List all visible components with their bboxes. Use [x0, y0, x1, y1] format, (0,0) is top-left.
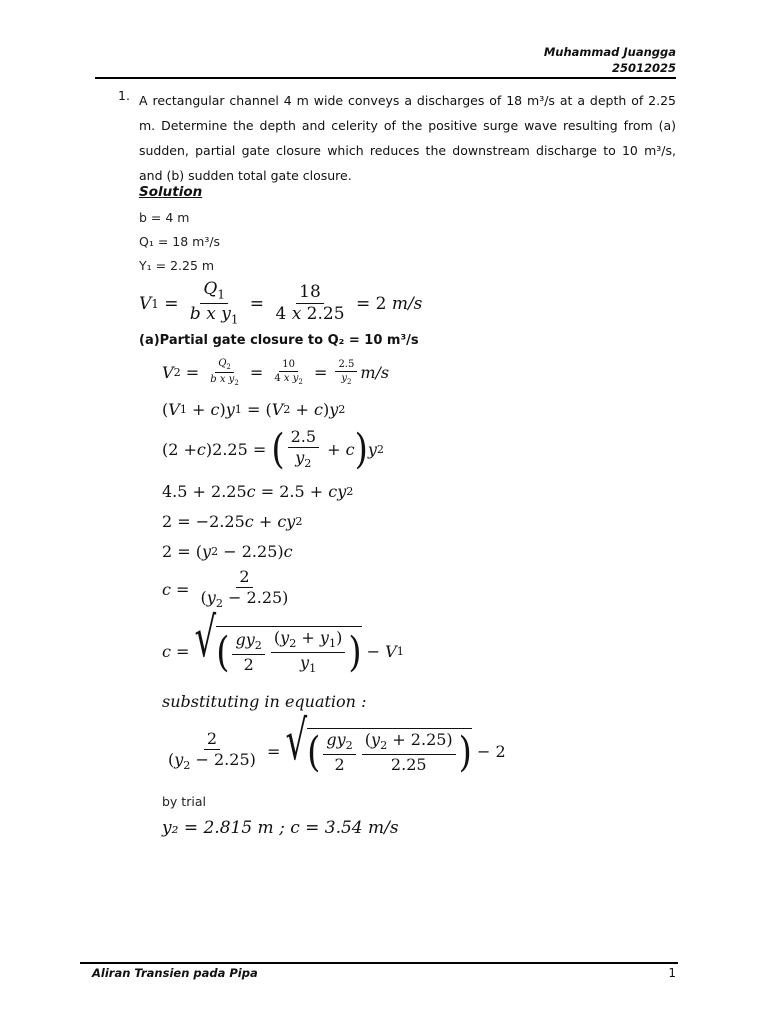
equation-v2: V 2 = $\frac{Q_2}{b x y_2}$ = $\frac{10}{4 x y_2}$ = $\frac{2.5}{y_2}$ m/s [162, 358, 390, 388]
part-a-heading: (a)Partial gate closure to Q₂ = 10 m³/s [139, 333, 419, 348]
equation-rearrange: 2 = −2.25 c + cy 2 [162, 512, 303, 531]
page-header [544, 44, 676, 76]
footer-rule [80, 962, 678, 964]
equation-expand: 4.5 + 2.25 c = 2.5 + cy 2 [162, 482, 354, 501]
equation-substituted: (2 + c )2.25 = ( $\frac{2.5}{y_2}$ + c ) y 2 [162, 425, 385, 474]
header-rule [95, 77, 676, 79]
footer-course: Aliran Transien pada Pipa [92, 966, 258, 980]
equation-c: c = $\frac{2}{(y_2 - 2.25)}$ [162, 567, 289, 611]
page-number: 1 [668, 966, 676, 980]
equation-v1: V 1 = $\frac{Q_1}{b x y_1}$ = $\frac{18}{4 x 2.25}$ = 2 m/s [139, 279, 423, 327]
equation-factor: 2 = ( y 2 − 2.25) c [162, 542, 293, 561]
given-width: b = 4 m [139, 210, 190, 225]
substituting-text: substituting in equation : [162, 692, 367, 711]
given-depth: Y₁ = 2.25 m [139, 258, 215, 273]
author-name: Muhammad Juangga [543, 45, 676, 59]
given-discharge: Q₁ = 18 m³/s [139, 234, 221, 249]
problem-number: 1. [118, 88, 130, 103]
result: y₂ = 2.815 m ; c = 3.54 m/s [162, 818, 399, 838]
by-trial-label: by trial [162, 794, 206, 809]
problem-statement: A rectangular channel 4 m wide conveys a discharges of 18 m³/s at a depth of 2.25 m. Determine the depth and celerity of the positive surge wave resulting from (a) sudden, partial gate closure which reduces the downstream discharge to 10 m³/s, and (b) sudden total gate closure. [139, 93, 676, 183]
student-id: 25012025 [611, 61, 676, 75]
solution-title: Solution [139, 184, 203, 200]
equation-celerity: c = √ ( $\frac{gy_2}{2}$ $\frac{(y_2 + y_1)}{y_1}$ ) − V 1 [162, 606, 404, 677]
equation-trial: $\frac{2}{(y_2 - 2.25)}$ = √ ( $\frac{gy_2}{2}$ $\frac{(y_2 + 2.25)}{2.25}$ ) − 2 [168, 709, 506, 777]
equation-continuity: ( V 1 + c ) y 1 = ( V 2 + c ) y 2 [162, 400, 346, 419]
